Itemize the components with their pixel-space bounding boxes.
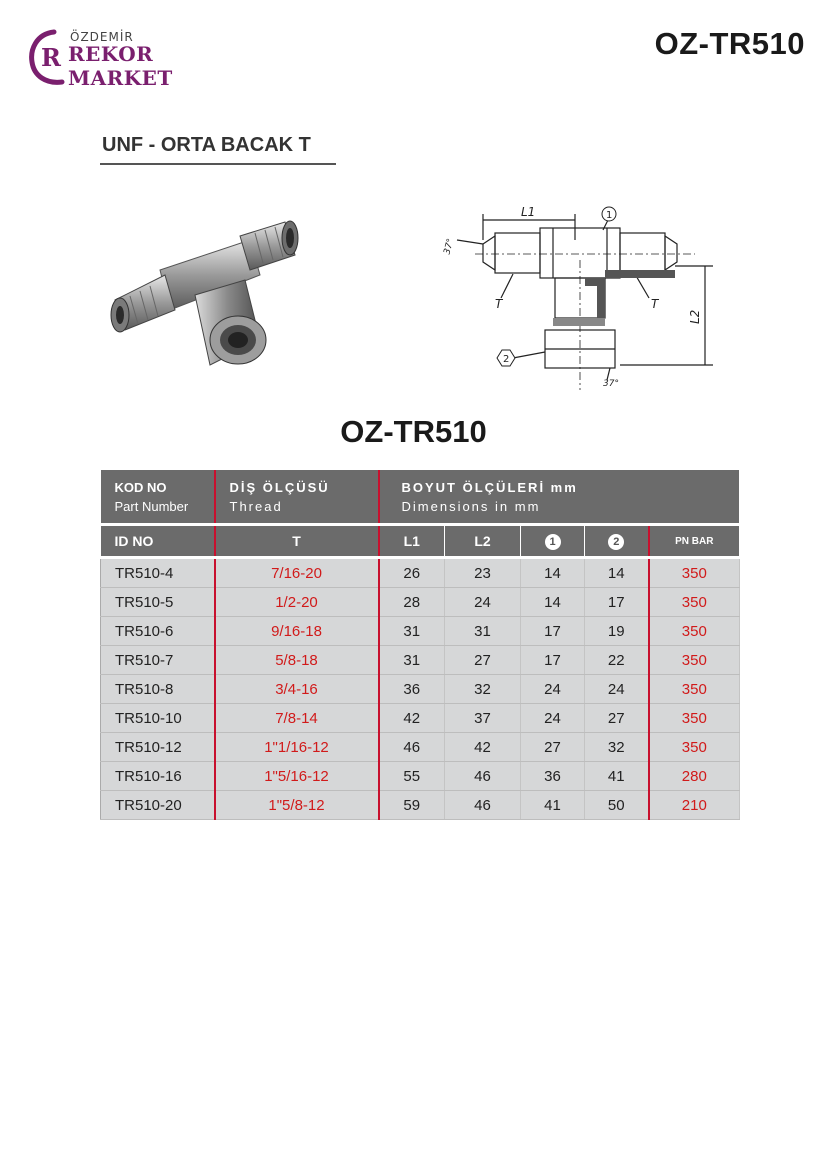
header-part-number-label: Part Number (114, 498, 189, 514)
cell-thread: 5/8-18 (215, 646, 379, 675)
cell-thread: 7/16-20 (215, 558, 379, 588)
header-kod-no-label: KOD NO (114, 479, 167, 495)
table-row (101, 762, 740, 791)
cell-pn-bar: 280 (649, 762, 740, 791)
drawing-t-label-right: T (651, 297, 659, 311)
col-callout-2 (585, 525, 649, 558)
table-row (101, 558, 740, 588)
brand-small-text: ÖZDEMİR (70, 30, 134, 44)
cell-pn-bar: 350 (649, 675, 740, 704)
cell-callout-1: 36 (521, 762, 585, 791)
cell-pn-bar: 350 (649, 588, 740, 617)
cell-id: TR510-6 (101, 617, 215, 646)
cell-pn-bar: 350 (649, 704, 740, 733)
header-dis-olcusu-label: DİŞ ÖLÇÜSÜ (229, 479, 330, 495)
table-row (101, 791, 740, 820)
table-row (101, 704, 740, 733)
cell-l1: 31 (379, 646, 445, 675)
col-l1: L1 (379, 525, 445, 558)
col-callout-1 (521, 525, 585, 558)
callout-2-label: 2 (503, 354, 510, 365)
header-thread (215, 470, 379, 525)
drawing-angle-label-bottom: 37° (603, 379, 619, 389)
svg-text:R: R (41, 43, 61, 72)
cell-id: TR510-7 (101, 646, 215, 675)
cell-thread: 3/4-16 (215, 675, 379, 704)
table-row (101, 646, 740, 675)
cell-callout-2: 17 (585, 588, 649, 617)
logo-mark-icon (28, 28, 68, 86)
cell-id: TR510-16 (101, 762, 215, 791)
header-kod-no (101, 470, 215, 525)
cell-id: TR510-4 (101, 558, 215, 588)
cell-thread: 7/8-14 (215, 704, 379, 733)
table-row (101, 733, 740, 762)
cell-callout-2: 41 (585, 762, 649, 791)
cell-callout-2: 24 (585, 675, 649, 704)
drawing-l1-label: L1 (521, 205, 536, 219)
tee-fitting-drawing-icon (435, 200, 735, 410)
cell-callout-2: 22 (585, 646, 649, 675)
cell-l2: 23 (445, 558, 521, 588)
cell-id: TR510-20 (101, 791, 215, 820)
cell-callout-2: 14 (585, 558, 649, 588)
cell-l2: 32 (445, 675, 521, 704)
cell-l1: 55 (379, 762, 445, 791)
cell-callout-2: 27 (585, 704, 649, 733)
cell-l1: 26 (379, 558, 445, 588)
brand-name: REKOR MARKET (68, 42, 173, 90)
drawing-t-label-left: T (495, 297, 503, 311)
header-thread-label: Thread (229, 498, 283, 514)
cell-callout-1: 17 (521, 617, 585, 646)
cell-pn-bar: 350 (649, 558, 740, 588)
cell-l1: 28 (379, 588, 445, 617)
cell-l2: 24 (445, 588, 521, 617)
page-code-header: OZ-TR510 (654, 26, 805, 61)
cell-l1: 42 (379, 704, 445, 733)
cell-callout-1: 24 (521, 704, 585, 733)
cell-pn-bar: 210 (649, 791, 740, 820)
cell-callout-1: 27 (521, 733, 585, 762)
tee-fitting-photo-icon (100, 200, 300, 380)
technical-drawing (435, 200, 735, 410)
table-row (101, 588, 740, 617)
callout-1-label: 1 (606, 210, 613, 221)
col-t: T (215, 525, 379, 558)
cell-l2: 46 (445, 762, 521, 791)
cell-id: TR510-8 (101, 675, 215, 704)
cell-l1: 59 (379, 791, 445, 820)
cell-callout-2: 19 (585, 617, 649, 646)
table-body (101, 558, 740, 820)
table-header-row-2 (101, 525, 740, 558)
col-l2: L2 (445, 525, 521, 558)
table-row (101, 617, 740, 646)
header-dimensions (379, 470, 740, 525)
product-photo (100, 200, 300, 380)
cell-l1: 46 (379, 733, 445, 762)
cell-id: TR510-10 (101, 704, 215, 733)
col-id-no: ID NO (101, 525, 215, 558)
section-underline (100, 163, 336, 165)
table-header-row-1 (101, 470, 740, 525)
drawing-l2-label: L2 (688, 309, 702, 324)
callout-1-icon: 1 (545, 534, 561, 550)
col-pn-bar: PN BAR (649, 525, 740, 558)
cell-thread: 1"5/16-12 (215, 762, 379, 791)
cell-callout-1: 14 (521, 558, 585, 588)
cell-l1: 31 (379, 617, 445, 646)
cell-pn-bar: 350 (649, 733, 740, 762)
cell-callout-1: 17 (521, 646, 585, 675)
cell-callout-2: 32 (585, 733, 649, 762)
cell-callout-2: 50 (585, 791, 649, 820)
cell-l2: 46 (445, 791, 521, 820)
cell-l2: 27 (445, 646, 521, 675)
drawing-angle-label-top: 37° (442, 237, 457, 256)
callout-2-icon: 2 (608, 534, 624, 550)
product-code-title: OZ-TR510 (340, 414, 487, 449)
header-dimensions-label: Dimensions in mm (401, 498, 541, 514)
cell-id: TR510-12 (101, 733, 215, 762)
cell-pn-bar: 350 (649, 617, 740, 646)
cell-callout-1: 24 (521, 675, 585, 704)
cell-thread: 1"1/16-12 (215, 733, 379, 762)
cell-l1: 36 (379, 675, 445, 704)
brand-logo (28, 28, 248, 90)
cell-id: TR510-5 (101, 588, 215, 617)
cell-thread: 9/16-18 (215, 617, 379, 646)
cell-callout-1: 41 (521, 791, 585, 820)
header-boyut-label: BOYUT ÖLÇÜLERİ mm (401, 479, 578, 495)
cell-callout-1: 14 (521, 588, 585, 617)
section-title: UNF - ORTA BACAK T (102, 134, 311, 156)
cell-pn-bar: 350 (649, 646, 740, 675)
cell-l2: 31 (445, 617, 521, 646)
cell-l2: 42 (445, 733, 521, 762)
cell-thread: 1/2-20 (215, 588, 379, 617)
cell-l2: 37 (445, 704, 521, 733)
dimensions-table (100, 470, 741, 820)
cell-thread: 1"5/8-12 (215, 791, 379, 820)
table-row (101, 675, 740, 704)
